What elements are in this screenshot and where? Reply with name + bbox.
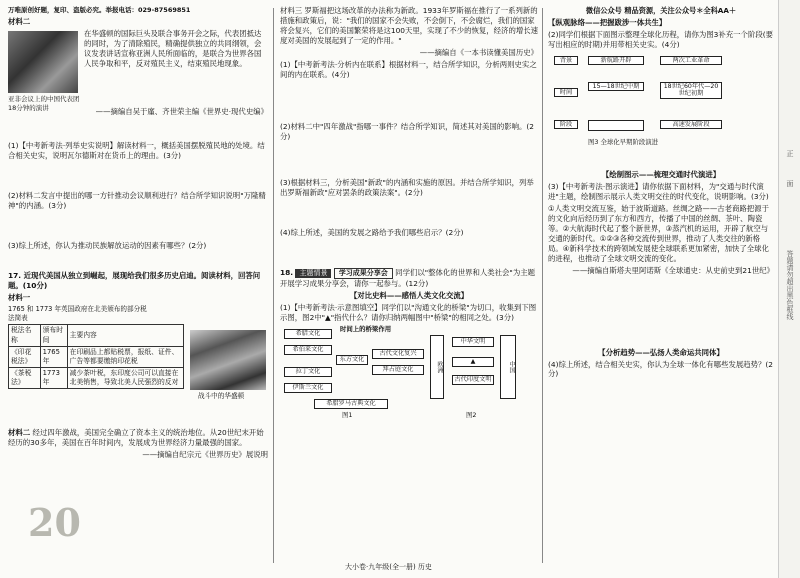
column-divider — [273, 8, 274, 563]
fig1-box: 希腊罗马古典文化 — [314, 399, 388, 408]
section-title-2: 【纵观脉络——把握跋涉一体共生】 — [548, 17, 667, 27]
washington-battle-image — [190, 330, 266, 390]
globalization-diagram — [548, 52, 774, 148]
material2b-text: 经过四年激战，美国完全确立了资本主义的统治地位。从20世纪末开始经历的30多年，美国在百年时间内，发展成为世界经济力量最强的国家。 — [8, 428, 264, 448]
fig1-box: 希伯来文化 — [284, 345, 332, 354]
table-cell: 《茶税法》 — [9, 368, 41, 389]
question-18-text: 同学们以"整体化的世界和人类社会"为主题开展学习成果分享会，请你一起参与。(12分) — [280, 267, 536, 289]
fig1-box: 伊斯兰文化 — [284, 383, 332, 392]
tax-law-table — [8, 324, 184, 389]
photo2-caption: 战斗中的华盛顿 — [198, 392, 245, 401]
question-17-4: (4)综上所述，美国的发展之路给予我们哪些启示？(2分) — [280, 227, 464, 237]
material2-title: 材料二 — [8, 16, 31, 26]
question-18-number: 18. — [280, 267, 294, 277]
source-2: ——摘编自纪宗元《世界历史》展说明 — [142, 450, 268, 460]
scenario-tag: 主题情景 — [295, 269, 331, 278]
fig1-label: 图1 — [342, 411, 353, 420]
table-cell: 1773年 — [40, 368, 67, 389]
diagram-box: 新航路开辟 — [588, 56, 644, 65]
diagram-box: 15—18世纪中期 — [588, 82, 644, 91]
diagram-label: 阶段 — [554, 120, 578, 129]
section-title-1: 【对比史料——感悟人类文化交流】 — [349, 291, 469, 301]
table-cell: 《印花税法》 — [9, 346, 41, 367]
fig2-box: 中华文明 — [452, 337, 494, 346]
fig1-box: 古代文化复兴 — [372, 349, 424, 358]
material2b-title: 材料二 — [8, 428, 31, 438]
footer: 大小卷·九年级(全一册) 历史 — [345, 563, 432, 571]
question-18-4: (4)综上所述，结合相关史实，你认为全球一体化有哪些发展趋势？(2分) — [548, 359, 773, 379]
strip-text: 面 — [786, 180, 794, 187]
diagram-blank-box — [588, 120, 644, 131]
fig2-box: 欧洲 — [430, 335, 444, 399]
strip-text: 答题请勿超出黑色框线 — [786, 250, 794, 320]
diagram-box: 18世纪60年代—20世纪初期 — [660, 82, 722, 99]
fig1-box: 东方文化 — [336, 355, 368, 364]
page-number-logo: 20 — [28, 500, 81, 545]
strip-text: 正 — [786, 150, 794, 157]
table-header: 颁布时间 — [40, 325, 67, 346]
diagram-label: 时间 — [554, 88, 578, 97]
question-17-3: (3)根据材料三，分析美国"新政"的内涵和实施的原因。并结合所学知识，列举出罗斯福新政"应对罢条的政策法案"。(2分) — [280, 177, 534, 197]
fig1-box: 希腊文化 — [284, 329, 332, 338]
question-16-2: (2)材料二发言中提出的哪一方针推动会议顺利进行？结合所学知识说明"万隆精神"的内涵。(3分) — [8, 190, 266, 210]
header-left: 万唯原创好题，复印、盗版必究。举报电话：029-87569851 — [8, 6, 191, 14]
header-right: 微信公众号 精品资源，关注公众号＊全科AA＋ — [585, 6, 737, 15]
fig2-box: 中国 — [500, 335, 516, 399]
fig3-caption: 图3 全球化早期阶段演进 — [588, 137, 659, 146]
activity-tag: 学习成果分享会 — [334, 268, 393, 279]
table-header: 主要内容 — [67, 325, 183, 346]
source-1: ——摘编自吴于廑、齐世荣主编《世界史·现代史编》 — [95, 106, 268, 116]
table-row — [9, 368, 184, 389]
source-4: ——摘编自斯塔夫里阿诺斯《全球通史：从史前史到21世纪》 — [572, 265, 774, 275]
material-text: ①人类文明交流互鉴，始于波斯道路。丝绸之路——古老商路把源于的文化向后经历到了东方和西方，传播了中国的丝绸、茶叶、陶瓷等。②大航海时代起了整个新世界，③蒸汽机的运用，开辟了航空与交通的新时代。①②③各种交流传到世界，推动了人类交往的新格局。④新科学技术的跨领域发展使全球联系更加紧密，加快了全球化的进程，也推动了全球文明交流的变化。 — [548, 203, 769, 263]
column-2 — [280, 6, 539, 420]
column-divider — [542, 8, 543, 563]
material3-text: 材料三 罗斯福把这场改革的办法称为新政。1933年罗斯福在推行了一系列新的措施和政策后，说："我们的国家不会失败，不会倒下，不会腐烂，我们的国家将会复兴，它们的美国繁荣将是这100天里，实现了不少的恢复，经济的增长速度对美国的发展起到了一定的作用。" — [280, 6, 539, 45]
conference-photo — [8, 31, 78, 93]
fig1-box: 拉丁文化 — [284, 367, 332, 376]
table-header: 税法名称 — [9, 325, 41, 346]
fig1-box: 拜占庭文化 — [372, 365, 424, 374]
table-title: 1765 和 1773 年英国政府在北美颁布的部分税法简表 — [8, 304, 147, 322]
question-18-2: (2)同学们根据下面图示整理全球化历程，请你为图3补充一个阶段(要写出相应的时期)并用带相关史实。(4分) — [548, 29, 773, 49]
table-cell: 在印刷品上都贴税票，报纸、证件、广告等都要缴纳印花税 — [67, 346, 183, 367]
fig2-box: 古代印度文明 — [452, 375, 494, 384]
source-3: ——摘编自《一本书读懂美国历史》 — [419, 47, 538, 57]
culture-diagrams — [280, 325, 538, 420]
section-title-3: 【绘制图示——梳理交通时代演进】 — [601, 169, 721, 179]
table-cell: 减少茶叶税，东印度公司可以直接在北美销售，导致北美人民强烈的反对 — [67, 368, 183, 389]
diagram-box: 高速发展阶段 — [660, 120, 722, 129]
fig2-box: ▲ — [452, 357, 494, 366]
question-16-3: (3)综上所述，你认为推动民族解放运动的因素有哪些？(2分) — [8, 240, 207, 250]
question-18-1: (1)【中考新考法·示意图填空】同学们以"沟通文化的桥梁"为切口，收集到下图示图，图2中"▲"指代什么？请你归纳两幅图中"桥梁"的相同之处。(3分) — [280, 303, 537, 323]
diagram-label: 背景 — [554, 56, 578, 65]
question-17-2: (2)材料二中"四年激战"指哪一事件？结合所学知识，简述其对美国的影响。(2分) — [280, 121, 534, 141]
table-cell: 1765年 — [40, 346, 67, 367]
fig1-center-label: 时间上的桥梁作用 — [340, 325, 392, 334]
material1-title: 材料一 — [8, 292, 31, 302]
section-title-4: 【分析趋势——弘扬人类命运共同体】 — [598, 347, 724, 357]
column-3 — [548, 6, 774, 381]
column-1 — [8, 6, 268, 462]
binding-strip — [778, 0, 800, 578]
fig2-label: 图2 — [466, 411, 477, 420]
table-row — [9, 346, 184, 367]
question-17: 17. 近现代美国从独立到崛起，展现给我们很多历史启迪。阅读材料，回答问题。(10分) — [8, 270, 261, 290]
photo-caption: 亚非会议上的中国代表团 18分钟的演讲 — [8, 94, 80, 112]
question-18-3: (3)【中考新考法·图示演进】请你依据下面材料，为"交通与时代演进"主题，绘制图示展示人类文明交往的时代变化，说明影响。(3分) — [548, 181, 769, 201]
question-17-1: (1)【中考新考法·分析内在联系】根据材料一，结合所学知识，分析两则史实之间的内在联系。(4分) — [280, 59, 537, 79]
question-16-1: (1)【中考新考法·列举史实说明】解读材料一，概括美国摆脱殖民地的处境。结合相关史实，说明瓦尔德斯对在货币上的理由。(3分) — [8, 140, 265, 160]
material2-text: 在华盛顿的国际巨头及联合事务开会之际，代表团抵达的同时，为了清除殖民，精确提供独立的共同纲领，会议发表讲话宣称亚洲人民所面临的，是联合为世界各国人民争取和平，反对殖民主义，结束殖民地现象。 — [84, 28, 262, 68]
diagram-box: 两次工业革命 — [660, 56, 722, 65]
